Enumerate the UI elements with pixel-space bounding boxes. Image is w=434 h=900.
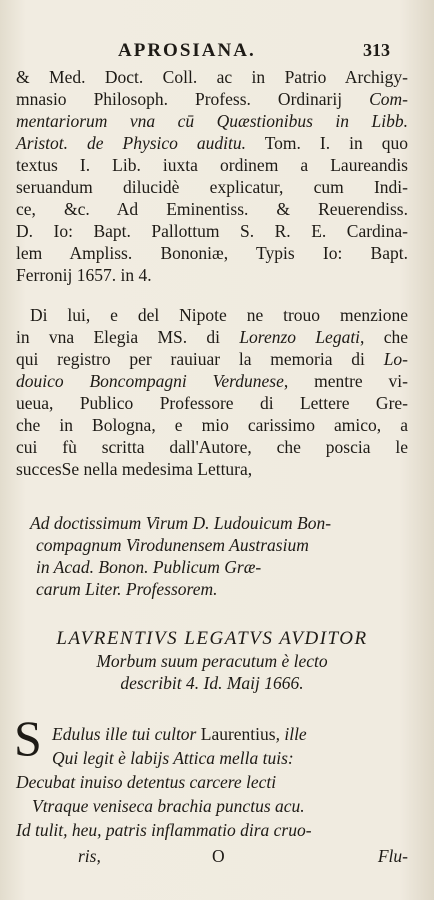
entry-line: seruandum dilucidè explicatur, cum Indi-	[16, 177, 408, 197]
entry-italic: Aristot. de Physico auditu.	[16, 133, 247, 153]
dedication-line: carum Liter. Professorem.	[36, 579, 218, 599]
poem-text: , ille	[275, 724, 307, 744]
paragraph-italic: douico Boncompagni Verdunese	[16, 371, 284, 391]
turnover-word: ris,	[78, 846, 101, 866]
poem-line: Decubat inuiso detentus carcere lecti	[16, 772, 277, 792]
paragraph-line: ueua, Publico Professore di Lettere Gre-	[16, 393, 408, 413]
signature-mark: O	[212, 846, 225, 866]
poem-title-line: LAVRENTIVS LEGATVS AVDITOR	[56, 628, 368, 649]
paragraph-italic: Lo-	[383, 349, 408, 369]
paragraph-line	[16, 326, 408, 348]
dedication	[16, 512, 408, 600]
paragraph-text: in vna Elegia MS. di	[16, 327, 240, 347]
entry-text: Tom. I. in quo	[246, 133, 408, 153]
poem-title	[16, 628, 408, 694]
page-footer	[16, 846, 408, 870]
running-title: APROSIANA.	[118, 40, 256, 61]
poem	[16, 722, 408, 842]
entry-line: Ferronij 1657. in 4.	[16, 265, 152, 285]
bibliographic-entry	[16, 66, 408, 286]
poem-line	[16, 722, 408, 746]
entry-line	[16, 88, 408, 110]
entry-line: ce, &c. Ad Eminentiss. & Reuerendiss.	[16, 199, 408, 219]
entry-italic: Com-	[369, 89, 408, 109]
entry-line	[16, 132, 408, 154]
paragraph-text: , che	[360, 327, 408, 347]
paragraph-line: cui fù scritta dall'Autore, che poscia le	[16, 437, 408, 457]
entry-line: & Med. Doct. Coll. ac in Patrio Archigy-	[16, 67, 408, 87]
paragraph-italic: Lorenzo Legati	[239, 327, 361, 347]
poem-subtitle-line: Morbum suum peracutum è lecto	[96, 651, 328, 671]
running-head	[0, 40, 434, 64]
poem-subtitle-line: describit 4. Id. Maij 1666.	[120, 673, 304, 693]
poem-text: Edulus ille tui cultor	[52, 724, 201, 744]
dedication-line: in Acad. Bonon. Publicum Græ-	[36, 557, 262, 577]
paragraph-line	[16, 348, 408, 370]
paragraph-line: che in Bologna, e mio carissimo amico, a	[16, 415, 408, 435]
page-number: 313	[363, 40, 390, 60]
dedication-line: Ad doctissimum Virum D. Ludouicum Bon-	[30, 513, 332, 533]
entry-line: D. Io: Bapt. Pallottum S. R. E. Cardina-	[16, 221, 408, 241]
poem-name: Laurentius	[200, 724, 276, 744]
poem-line: Vtraque venisecа brachia punctus acu.	[32, 796, 305, 816]
paragraph-line: succesSe nella medesima Lettura,	[16, 459, 253, 479]
poem-line: Id tulit, heu, patris inflammatio dira cruo-	[16, 820, 312, 840]
dedication-line: compagnum Virodunensem Austrasium	[36, 535, 309, 555]
poem-line: Qui legit è labijs Attica mella tuis:	[52, 748, 294, 768]
paragraph-line	[16, 370, 408, 392]
drop-cap: S	[14, 710, 42, 766]
catchword: Flu-	[377, 846, 408, 866]
entry-line: mentariorum vna cū Quæstionibus in Libb.	[16, 111, 408, 131]
paragraph-text: , mentre vi-	[283, 371, 408, 391]
entry-line: textus I. Lib. iuxta ordinem a Laureandis	[16, 155, 408, 175]
entry-line: lem Amplіss. Bononiæ, Typis Io: Bapt.	[16, 243, 408, 263]
entry-text: mnasio Philosoph. Profess. Ordinarij	[16, 89, 370, 109]
paragraph-line: Di lui, e del Nipote ne trouo menzione	[30, 305, 408, 325]
paragraph-text: qui registro per rauiuar la memoria di	[16, 349, 384, 369]
paragraph	[16, 304, 408, 480]
